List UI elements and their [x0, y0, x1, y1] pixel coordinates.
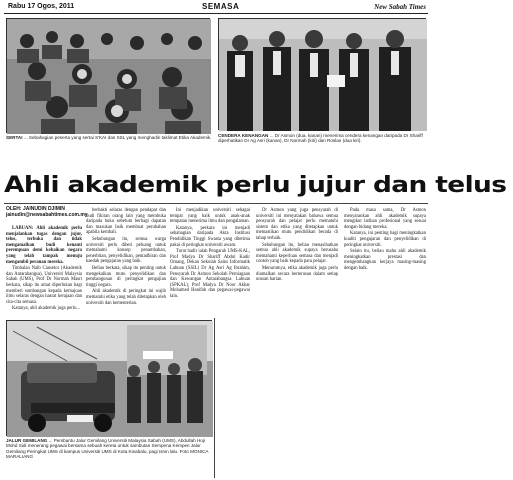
lead-paragraph: LABUAN: Ahli akademik perlu menjalankan tugas dengan jujur, telus, terbuka dan tidak mengamalkan budi kenanti perempuan demi kebaikan negara yang telah tampak menuju mengambil peranan mereka. [6, 226, 82, 265]
article-column-4 [256, 208, 338, 316]
paragraph: Sehubungan itu, beliau menasihatkan semua ahli akademik supaya berusaha memahami keperluan semasa dan menjadi contoh yang baik kepada para pelajar. [256, 242, 338, 265]
caption-label: CENDERA KENANGAN [218, 133, 269, 138]
paragraph: Katanya, ini penting bagi meningkatkan kualiti pengajaran dan penyelidikan di peringkat universiti. [344, 231, 426, 248]
ceremony-photo [218, 18, 426, 130]
article-column-1 [6, 226, 82, 316]
issue-date: Rabu 17 Ogos, 2011 [8, 3, 75, 10]
audience-photo [6, 18, 210, 133]
ceremony-caption [218, 133, 428, 151]
newspaper-name: New Sabah Times [374, 3, 426, 11]
article-column-2 [86, 208, 166, 316]
paragraph: Ini menjadikan universiti sebagai tempat yang baik untuk anak-anak tempatan menerima ilmu dan pengalaman. [170, 208, 250, 225]
paragraph: Ahli akademik di peringkat ini wajib mematuhi etika yang telah ditetapkan oleh universiti dan kementerian. [86, 289, 166, 306]
paragraph: Katanya, ahli akademik juga perlu... [12, 306, 80, 312]
article-column-5 [344, 208, 426, 316]
paragraph: Pada masa sama, Dr Asmon menyarankan ahli akademik supaya mengikut latihan profesional yang sesuai dengan bidang mereka. [344, 208, 426, 230]
paragraph: Timbalan Naib Canselor (Akademik dan Antarabangsa), Universiti Malaysia Sabah (UMS), Prof Dr Normah Masri berkata, sikap itu amat diperlukan bagi memberi sumbangan kepada kemajuan ilmu selaras dengan hasrat kerajaan dan cita-cita semasa. [6, 266, 82, 305]
byline: OLEH: JAINUDIN DJIMIN jainudin@newsabahtimes.com.my [6, 206, 88, 218]
audience-caption [6, 135, 212, 147]
paragraph: Menurutnya, etika akademik juga perlu diamalkan secara berterusan dalam setiap urusan harian. [256, 265, 338, 283]
section-name: SEMASA [202, 2, 240, 11]
paragraph: berbakti selaras dengan pendapat dan budi fikiran orang lain yang membuka daripada buku sebelum berbagi dapatan dan masukan baik membuat perubahan apabila kembali. [86, 208, 166, 236]
column-divider [214, 318, 215, 478]
caption-label: JALUR GEMILANG [6, 438, 48, 443]
article-headline: Ahli akademik perlu jujur dan telus [4, 173, 507, 198]
flag-car-caption [6, 438, 214, 478]
paragraph: Katanya, perkara ini menjadi sebahagian daripada Akta Institusi Pendidikan Tinggi Swasta yang diterima pakai di peringkat universiti awam. [170, 225, 250, 248]
article-column-3 [170, 208, 250, 316]
caption-text: ... Sebahagian peserta yang sertai S'KAI dan SSL yang menghadiri taklimat Etika Akademik. [23, 135, 212, 140]
caption-text: ... Pembantu Jalur Gemilang Universiti Malaysia Sabah (UMS), Abdullah Hoji Mohd Sidi menerang pegawai bersama sebuah kereta untuk sambutan Sempena Kempen Jalur Gemilang Peringkat UMS di kampus Universiti UMS di Kota Kinabalu, pagi Isnin lalu. Foto MONICA MARALIANG [6, 438, 209, 460]
page-header [4, 2, 428, 14]
flag-car-photo [6, 320, 212, 436]
caption-text: ... Dr Asmon (dua, kanan) menerima cendera kenangan daripada Dr Shariff diperhatikan Dr Ag Asri (kanan), Dr Normah (kiri) dan Roslan (dua kiri). [218, 133, 423, 144]
paragraph: Turut hadir ialah Pengarah UMS-KAL, Prof Madya Dr Shariff Abdul Kadir Omang, Dekan Sekolah Sains Informatik Labuan (SSIL) Dr Ag Asri Ag Ibrahim, Pensyarah Dr Asmon Sekolah Perniagaan dan Kewangan Antarabangsa Labuan (SPKAL), Prof Madya Dr Noor Akbar Mohamed Hanifah dan pegawai-pegawai lain. [170, 249, 250, 299]
paragraph: Selain itu, beliau mahu ahli akademik meningkatkan prestasi dan mengembangkan kerjaya masing-masing dengan baik. [344, 249, 426, 271]
headline-rule [4, 203, 428, 204]
paragraph: Beliau berkata, sikap itu penting untuk mengekalkan mutu penyelidikan dan pembangunan di peringkat pengajian tinggi negara. [86, 265, 166, 288]
paragraph: Sehubungan itu, semua warga universiti perlu diberi peluang untuk memahami konsep penambahan, penerbitan, penyelidikan, pentadbiran dan kaedah pengajaran yang baik. [86, 236, 166, 265]
caption-label: SERTAI [6, 135, 23, 140]
paragraph: Dr Asmon yang juga pensyarah di universiti ini menyatakan bahawa semua pensyarah dan pelajar perlu mematuhi sistem dan etika yang ditetapkan untuk memastikan mutu pendidikan berada di tahap terbaik. [256, 208, 338, 241]
